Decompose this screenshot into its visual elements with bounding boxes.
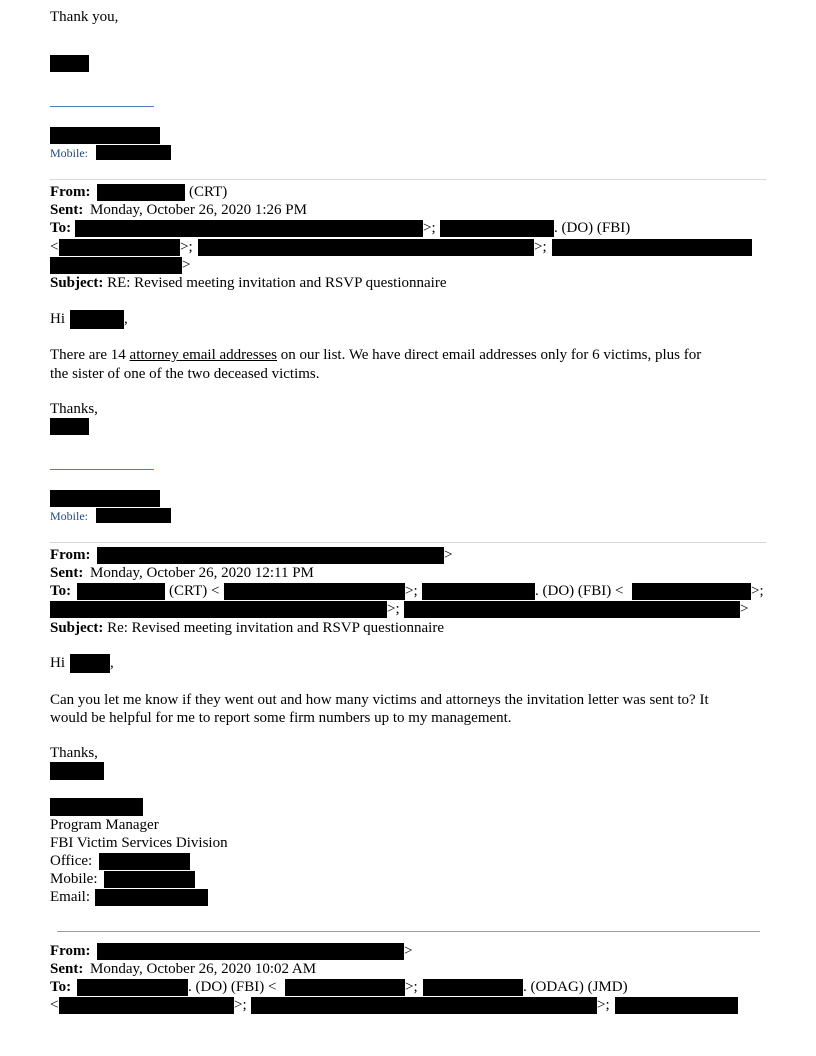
redaction	[251, 997, 597, 1014]
redaction	[97, 943, 404, 960]
to-label: To:	[50, 979, 72, 995]
redaction	[422, 583, 535, 600]
gt-char: >	[182, 257, 191, 273]
mobile-label: Mobile:	[50, 871, 98, 887]
closing-text: Thanks,	[50, 745, 98, 761]
gt-char: >	[751, 583, 760, 599]
signature-division: FBI Victim Services Division	[50, 835, 228, 851]
gt-char: >	[387, 601, 396, 617]
semicolon: ;	[242, 997, 247, 1013]
semicolon: ;	[605, 997, 610, 1013]
sent-value: Monday, October 26, 2020 12:11 PM	[90, 565, 314, 581]
gt-char: >	[234, 997, 243, 1013]
redaction	[50, 257, 182, 274]
semicolon: ;	[395, 601, 400, 617]
from-label: From:	[50, 547, 91, 563]
email-separator	[57, 931, 760, 932]
redaction	[97, 184, 185, 201]
redaction	[50, 55, 89, 72]
redaction	[77, 979, 188, 996]
body-text: on our list. We have direct email addresses only for 6 victims, plus for	[277, 347, 702, 363]
subject-label: Subject:	[50, 620, 104, 636]
semicolon: ;	[413, 979, 418, 995]
redaction	[50, 762, 104, 780]
gt-char: >	[405, 583, 414, 599]
redaction	[224, 583, 405, 600]
redaction	[198, 239, 534, 256]
redaction	[632, 583, 751, 600]
gt-char: >	[180, 239, 189, 255]
gt-char: >	[740, 601, 749, 617]
gt-char: >	[405, 979, 414, 995]
subject-label: Subject:	[50, 275, 104, 291]
redaction	[50, 601, 387, 618]
to-label: To:	[50, 583, 72, 599]
semicolon: ;	[759, 583, 764, 599]
redaction	[75, 220, 423, 237]
redaction	[70, 310, 124, 329]
redaction	[59, 239, 180, 256]
signature-divider	[50, 469, 154, 470]
recipient-org: (CRT) <	[169, 583, 220, 599]
from-label: From:	[50, 184, 91, 200]
comma: ,	[110, 655, 114, 671]
redaction	[96, 508, 171, 523]
gt-char: >	[534, 239, 543, 255]
email-separator	[50, 179, 766, 180]
recipient-org: . (DO) (FBI)	[554, 220, 631, 236]
closing-text: Thank you,	[50, 9, 119, 25]
greeting: Hi	[50, 311, 65, 327]
lt-char: <	[50, 239, 59, 255]
redaction	[97, 547, 444, 564]
office-label: Office:	[50, 853, 93, 869]
redaction	[423, 979, 523, 996]
redaction	[552, 239, 752, 256]
redaction	[96, 145, 171, 160]
signature-divider	[50, 106, 154, 107]
body-text: Can you let me know if they went out and how many victims and attorneys the invitation letter was sent to? It	[50, 692, 709, 708]
lt-char: <	[50, 997, 59, 1013]
sent-label: Sent:	[50, 961, 84, 977]
semicolon: ;	[188, 239, 193, 255]
gt-char: >	[404, 943, 413, 959]
redaction	[50, 418, 89, 435]
redaction	[59, 997, 234, 1014]
sent-label: Sent:	[50, 202, 84, 218]
redaction	[77, 583, 165, 600]
semicolon: ;	[542, 239, 547, 255]
attorney-email-link[interactable]: attorney email addresses	[129, 347, 277, 363]
redaction	[50, 127, 160, 144]
comma: ,	[124, 311, 128, 327]
redaction	[99, 853, 190, 870]
body-text: There are 14	[50, 347, 130, 363]
greeting: Hi	[50, 655, 65, 671]
redaction	[104, 871, 195, 888]
redaction	[440, 220, 554, 237]
redaction	[50, 490, 160, 507]
recipient-org: . (DO) (FBI) <	[188, 979, 277, 995]
gt-char: >	[597, 997, 606, 1013]
subject-value: RE: Revised meeting invitation and RSVP questionnaire	[107, 275, 447, 291]
gt-char: >	[423, 220, 432, 236]
sent-label: Sent:	[50, 565, 84, 581]
body-text: would be helpful for me to report some firm numbers up to my management.	[50, 710, 512, 726]
sent-value: Monday, October 26, 2020 10:02 AM	[90, 961, 317, 977]
signature-title: Program Manager	[50, 817, 159, 833]
recipient-org: . (ODAG) (JMD)	[523, 979, 628, 995]
sent-value: Monday, October 26, 2020 1:26 PM	[90, 202, 307, 218]
mobile-label: Mobile:	[50, 509, 88, 523]
redaction	[615, 997, 738, 1014]
recipient-org: . (DO) (FBI) <	[535, 583, 624, 599]
redaction	[50, 798, 143, 816]
to-label: To:	[50, 220, 72, 236]
semicolon: ;	[431, 220, 436, 236]
from-label: From:	[50, 943, 91, 959]
redaction	[404, 601, 740, 618]
redaction	[285, 979, 405, 996]
subject-value: Re: Revised meeting invitation and RSVP questionnaire	[107, 620, 444, 636]
email-separator	[50, 542, 766, 543]
mobile-label: Mobile:	[50, 146, 88, 160]
gt-char: >	[444, 547, 453, 563]
redaction	[95, 889, 208, 906]
closing-text: Thanks,	[50, 401, 98, 417]
from-suffix: (CRT)	[189, 184, 228, 200]
semicolon: ;	[413, 583, 418, 599]
email-label: Email:	[50, 889, 90, 905]
redaction	[70, 654, 110, 673]
body-text: the sister of one of the two deceased victims.	[50, 366, 320, 382]
